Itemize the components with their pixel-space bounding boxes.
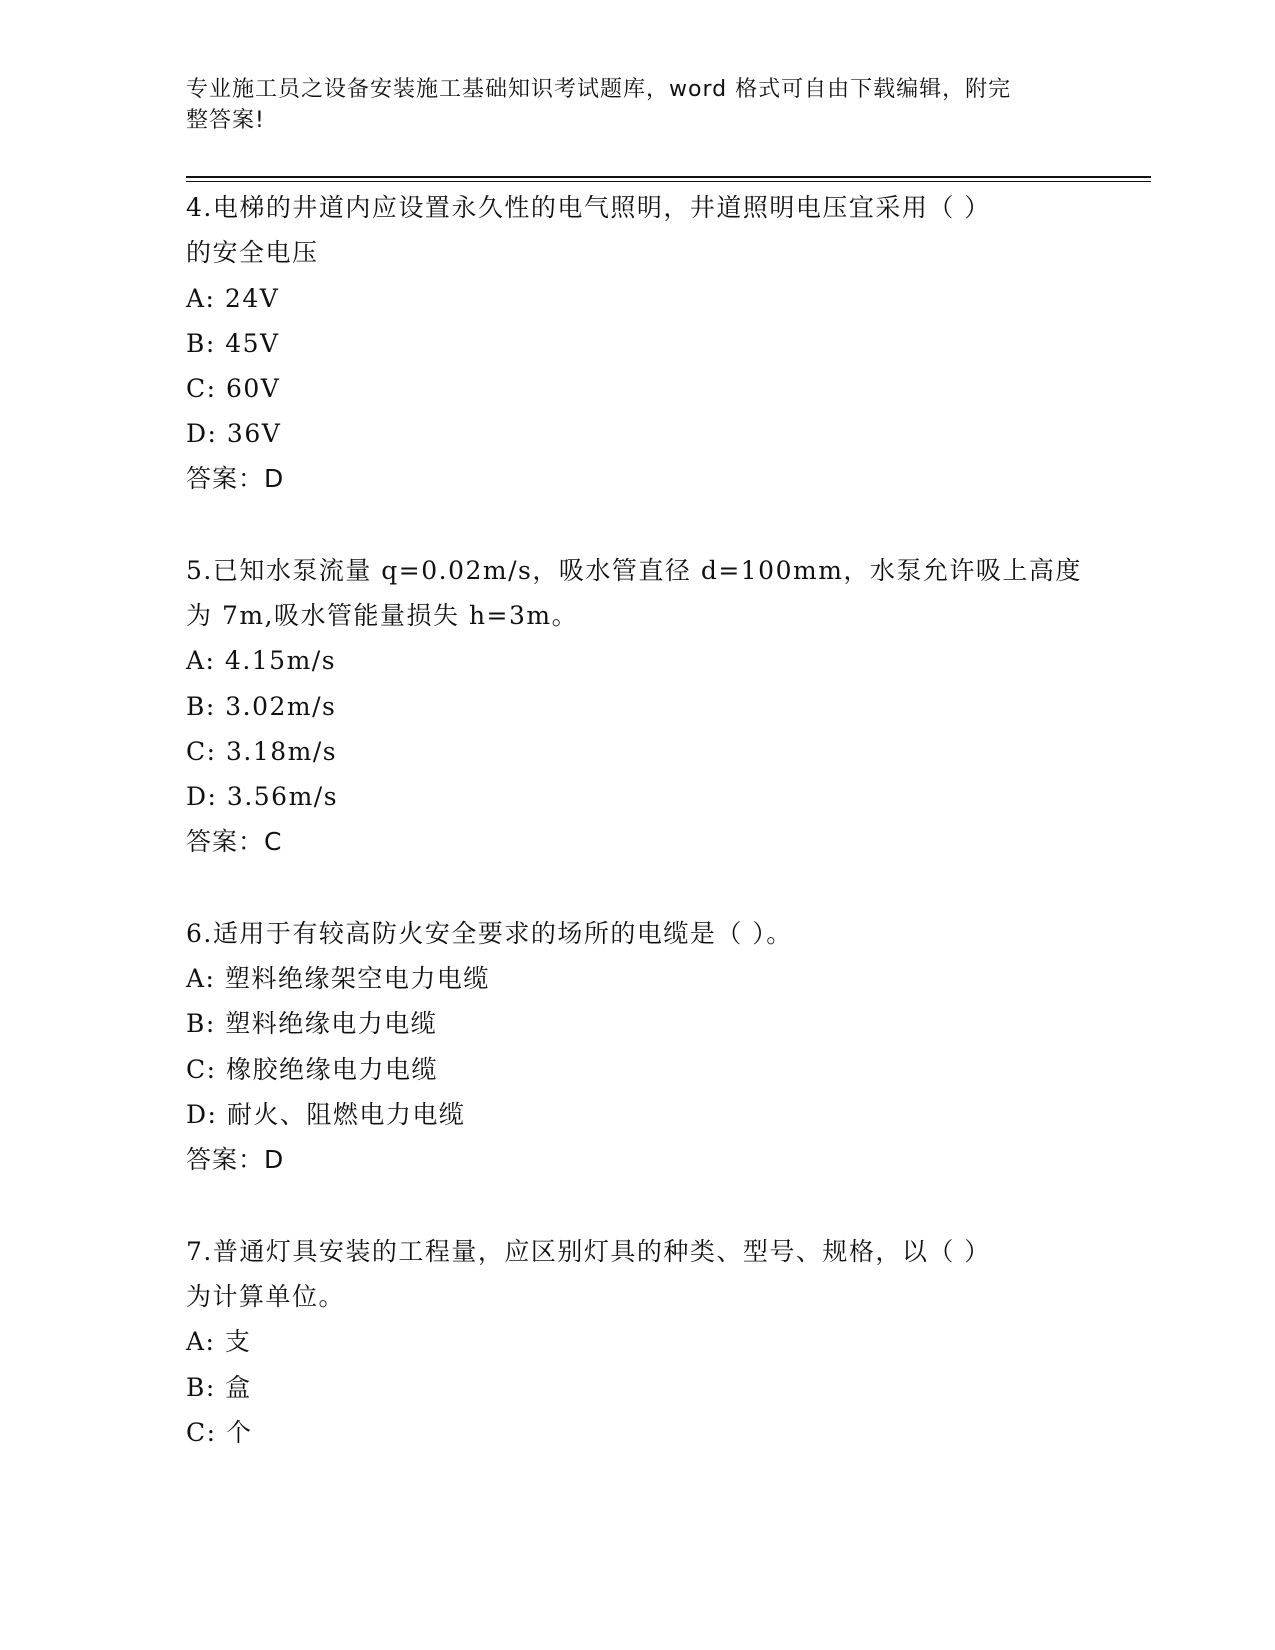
header-divider-thin	[186, 181, 1151, 182]
header-line-2: 整答案!	[186, 108, 265, 133]
question-7-stem-line-1: 7.普通灯具安装的工程量，应区别灯具的种类、型号、规格，以（ ）	[186, 1237, 991, 1266]
question-5-answer: 答案：C	[186, 827, 283, 856]
question-5-option-c: C: 3.18m/s	[186, 737, 338, 766]
question-6-option-a: A: 塑料绝缘架空电力电缆	[186, 964, 490, 993]
question-7-stem-line-2: 为计算单位。	[186, 1282, 346, 1311]
question-7-option-b: B: 盒	[186, 1373, 252, 1402]
header-divider	[186, 176, 1151, 178]
question-7-option-a: A: 支	[186, 1327, 252, 1356]
question-4-option-a: A: 24V	[186, 284, 280, 313]
question-7-option-c: C: 个	[186, 1418, 253, 1447]
question-6-stem-line-1: 6.适用于有较高防火安全要求的场所的电缆是（ ）。	[186, 919, 793, 948]
question-4-stem-line-2: 的安全电压	[186, 238, 319, 267]
question-6-option-d: D: 耐火、阻燃电力电缆	[186, 1100, 466, 1129]
header-line-1: 专业施工员之设备安装施工基础知识考试题库，word 格式可自由下载编辑，附完	[186, 77, 1012, 102]
question-5-stem-line-1: 5.已知水泵流量 q=0.02m/s，吸水管直径 d=100mm，水泵允许吸上高度	[186, 556, 1082, 585]
question-6-answer: 答案：D	[186, 1145, 285, 1174]
question-5-option-d: D: 3.56m/s	[186, 782, 339, 811]
question-5-stem-line-2: 为 7m,吸水管能量损失 h=3m。	[186, 601, 579, 630]
question-6-option-c: C: 橡胶绝缘电力电缆	[186, 1055, 438, 1084]
question-4-answer: 答案：D	[186, 464, 285, 493]
document-header	[186, 74, 1066, 136]
question-4-option-b: B: 45V	[186, 329, 280, 358]
question-4-stem-line-1: 4.电梯的井道内应设置永久性的电气照明，井道照明电压宜采用（ ）	[186, 193, 991, 222]
question-5-option-a: A: 4.15m/s	[186, 646, 337, 675]
question-4-option-c: C: 60V	[186, 374, 281, 403]
question-4-option-d: D: 36V	[186, 419, 282, 448]
question-6-option-b: B: 塑料绝缘电力电缆	[186, 1009, 438, 1038]
question-5-option-b: B: 3.02m/s	[186, 692, 337, 721]
